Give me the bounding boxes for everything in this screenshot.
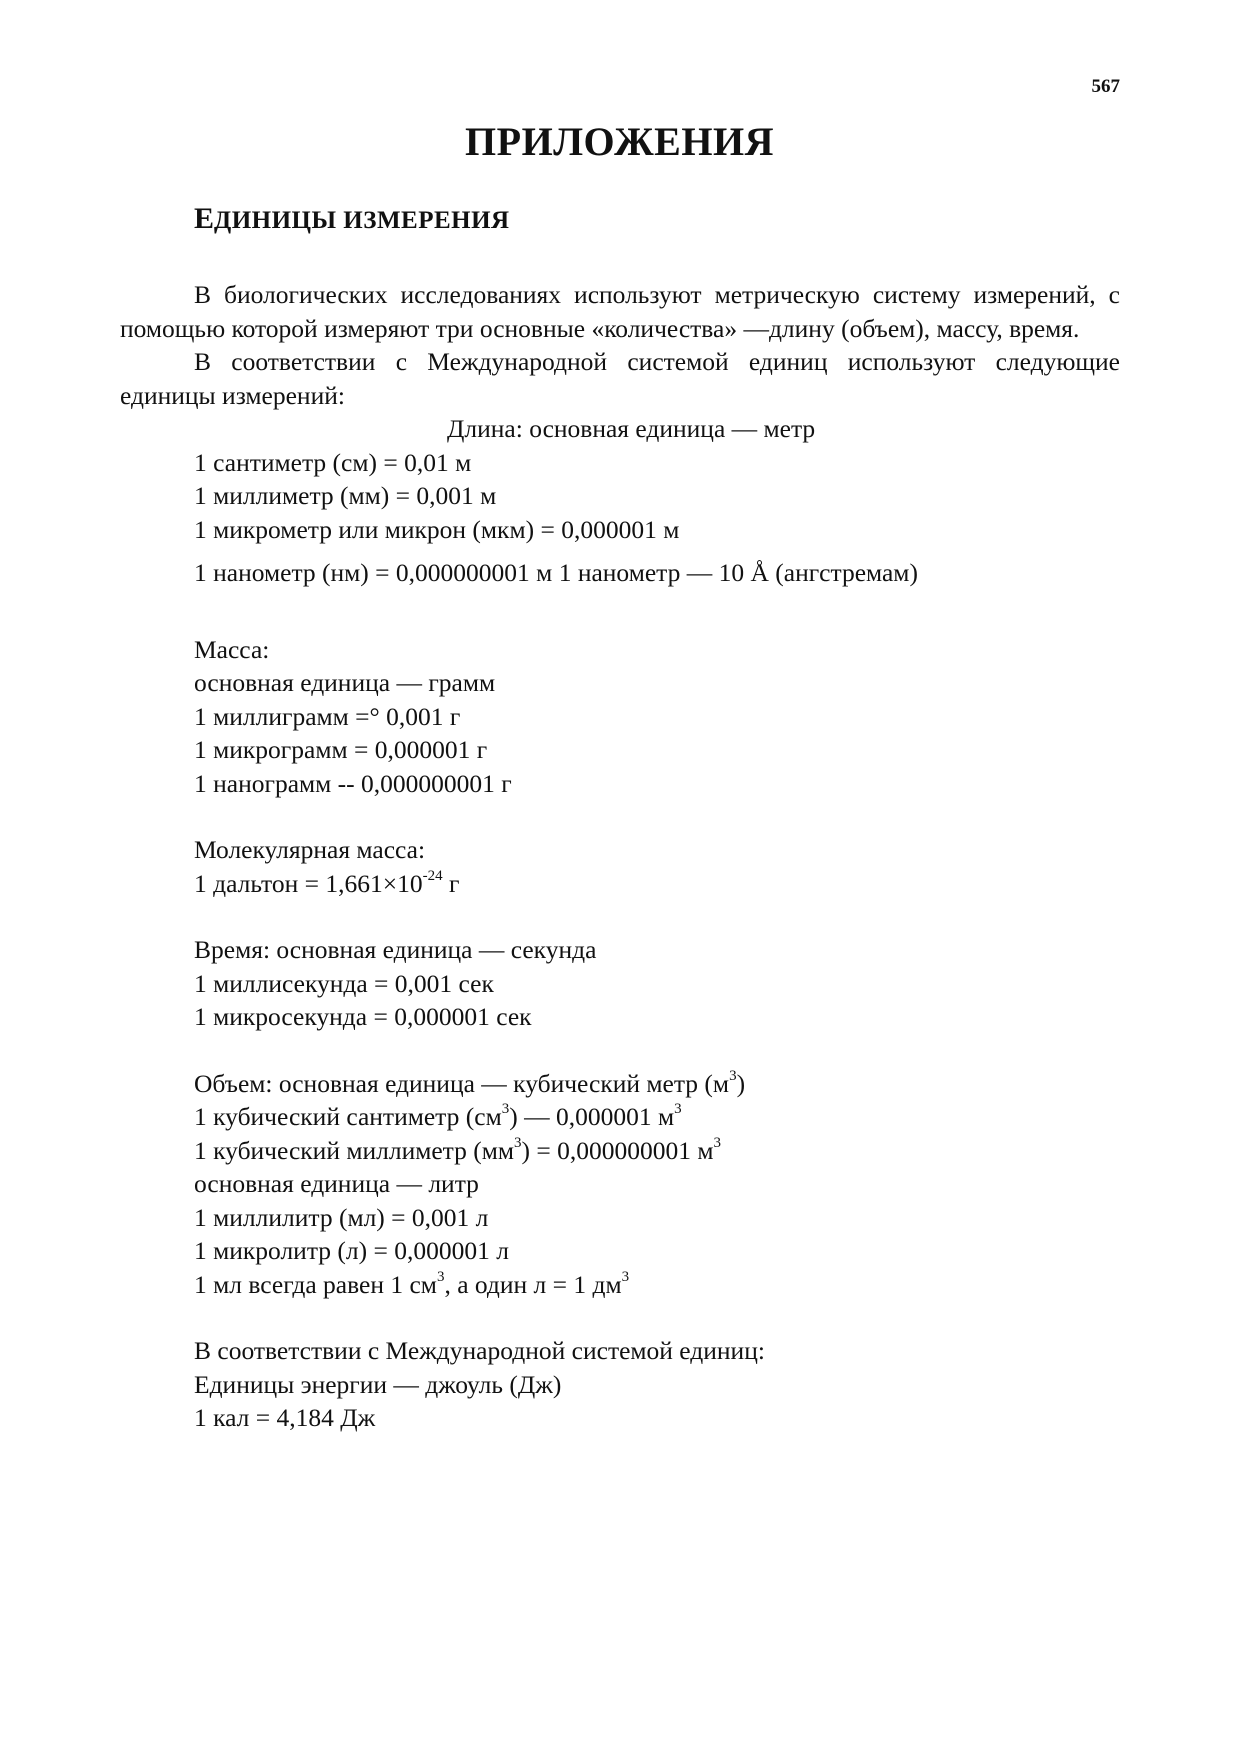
volume-line-2-exp-2: 3 [713,1134,722,1151]
page-content [120,278,1120,1435]
volume-line-5: 1 микролитр (л) = 0,000001 л [194,1236,509,1265]
molecular-line-1 [120,867,1120,901]
volume-line-1-b: ) — 0,000001 м [509,1102,675,1131]
time-line-2: 1 микросекунда = 0,000001 сек [194,1002,532,1031]
page-title: ПРИЛОЖЕНИЯ [465,119,774,164]
mass-line-1: основная единица — грамм [194,668,496,697]
length-line-3: 1 микрометр или микрон (мкм) = 0,000001 м [194,514,680,544]
length-line-2: 1 миллиметр (мм) = 0,001 м [194,481,497,510]
volume-heading-text: Объем: основная единица — кубический метр (м [194,1068,730,1098]
volume-line-4: 1 миллилитр (мл) = 0,001 л [194,1202,489,1232]
length-line-4: 1 нанометр (нм) = 0,000000001 м 1 нанометр — 10 Å (ангстремам) [194,558,918,587]
si-heading: В соответствии с Международной системой единиц: [194,1336,765,1365]
volume-line-6-exp-2: 3 [621,1268,630,1285]
mass-heading: Масса: [194,634,270,664]
intro-paragraph-1: В биологических исследованиях используют метрическую систему измерений, с помощью которой измеряют три основные «количества» —длину (объем), массу, время. [120,280,1120,343]
time-line-1: 1 миллисекунда = 0,001 сек [194,968,494,998]
volume-line-2-b: ) = 0,000000001 м [521,1135,714,1165]
section-title-rest: ДИНИЦЫ ИЗМЕРЕНИЯ [214,207,510,234]
molecular-heading: Молекулярная масса: [194,835,426,864]
volume-line-6-a: 1 мл всегда равен 1 см [194,1269,437,1299]
molecular-unit: г [442,868,460,898]
volume-line-2-exp-1: 3 [514,1134,522,1151]
volume-line-2 [120,1134,1120,1168]
si-line-2: 1 кал = 4,184 Дж [194,1403,376,1432]
volume-line-1-exp-2: 3 [674,1101,682,1117]
page-number: 567 [1091,76,1120,97]
mass-line-3: 1 микрограмм = 0,000001 г [194,735,488,764]
volume-line-1-a: 1 кубический сантиметр (см [194,1102,502,1131]
volume-heading [120,1067,1120,1101]
volume-line-6-b: , а один л = 1 дм [444,1269,622,1299]
length-line-1: 1 сантиметр (см) = 0,01 м [194,447,472,477]
volume-heading-exponent: 3 [729,1067,737,1084]
molecular-exponent: -24 [422,867,443,884]
section-title [194,202,510,236]
mass-line-4: 1 нанограмм -- 0,000000001 г [194,768,512,798]
volume-line-3: основная единица — литр [194,1169,479,1198]
time-heading: Время: основная единица — секунда [194,935,597,964]
volume-heading-close: ) [736,1068,746,1098]
volume-line-1 [120,1100,1120,1134]
volume-line-1-exp-1: 3 [501,1101,510,1117]
molecular-line-1-text: 1 дальтон = 1,661×10 [194,868,423,898]
section-title-initial: Е [194,202,215,235]
volume-line-2-a: 1 кубический миллиметр (мм [194,1135,515,1165]
volume-line-6-exp-1: 3 [436,1268,445,1285]
volume-line-6 [120,1268,1120,1302]
si-line-1: Единицы энергии — джоуль (Дж) [194,1369,562,1399]
mass-line-2: 1 миллиграмм =° 0,001 г [194,701,461,731]
length-heading: Длина: основная единица — метр [447,414,816,443]
intro-paragraph-2: В соответствии с Международной системой единиц используют следующие единицы измерений: [120,347,1120,410]
